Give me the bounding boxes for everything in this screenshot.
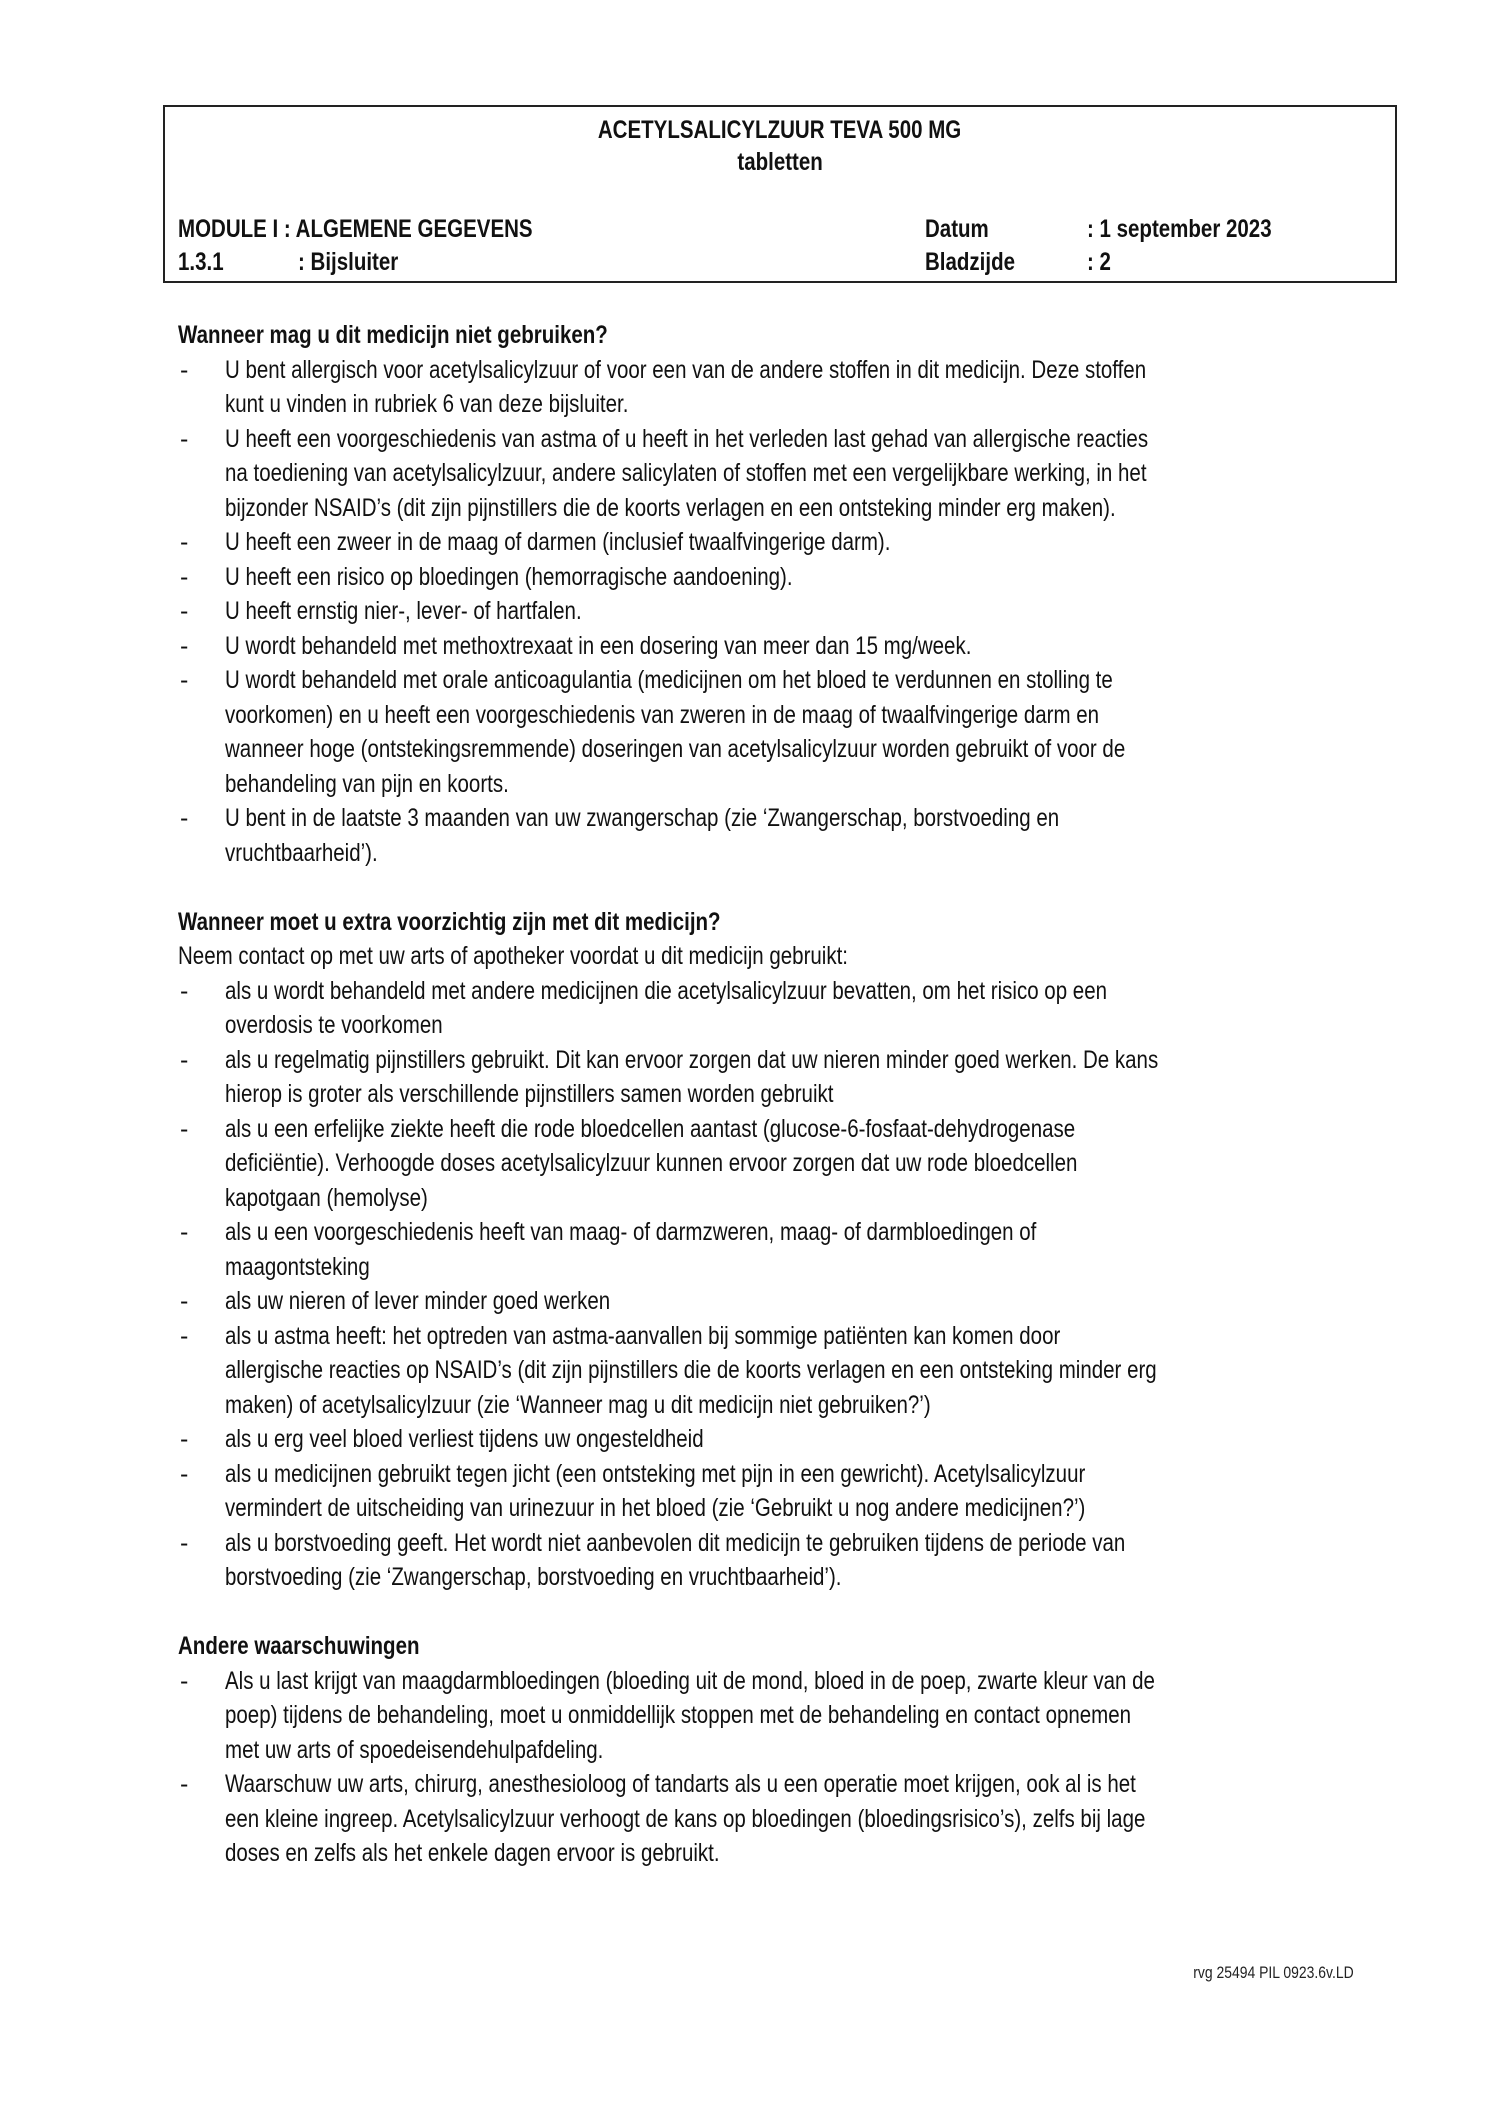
list-item-text: met uw arts of spoedeisendehulpafdeling.	[225, 1735, 604, 1764]
list-item-line	[225, 1664, 1378, 1699]
bullet-list	[178, 974, 1378, 1595]
list-item	[178, 1112, 1378, 1216]
list-item-line	[225, 1215, 1378, 1250]
section-heading-text: Wanneer moet u extra voorzichtig zijn met dit medicijn?	[178, 907, 721, 936]
list-item-text: kapotgaan (hemolyse)	[225, 1183, 428, 1212]
bullet-dash-icon: -	[180, 424, 189, 453]
list-item-text: U heeft een voorgeschiedenis van astma of u heeft in het verleden last gehad van allergische reacties	[225, 424, 1149, 453]
list-item-text: poep) tijdens de behandeling, moet u onmiddellijk stoppen met de behandeling en contact opnemen	[225, 1701, 1132, 1729]
list-item-line	[225, 456, 1378, 491]
list-item-line	[225, 1560, 1378, 1595]
dosage-form: tabletten	[737, 148, 823, 176]
document-reference	[1158, 1962, 1354, 1984]
list-item-line	[225, 767, 1378, 802]
list-item-text: als u regelmatig pijnstillers gebruikt. Dit kan ervoor zorgen dat uw nieren minder goed werken. De kans	[225, 1045, 1159, 1074]
list-item-text: voorkomen) en u heeft een voorgeschiedenis van zweren in de maag of twaalfvingerige darm en	[225, 700, 1100, 729]
list-item-text: als u een erfelijke ziekte heeft die rode bloedcellen aantast (glucose-6-fosfaat-dehydrogenase	[225, 1114, 1076, 1143]
list-item	[178, 974, 1378, 1043]
list-item-line	[225, 387, 1378, 422]
list-item	[178, 1422, 1378, 1457]
bullet-list	[178, 353, 1378, 871]
list-item-line	[225, 1388, 1378, 1423]
list-item	[178, 629, 1378, 664]
list-item-text: behandeling van pijn en koorts.	[225, 769, 509, 798]
bullet-dash-icon: -	[180, 976, 189, 1005]
list-item-line	[225, 629, 1378, 664]
list-item	[178, 594, 1378, 629]
list-item-text: U heeft een zweer in de maag of darmen (inclusief twaalfvingerige darm).	[225, 528, 891, 556]
list-item-text: vruchtbaarheid’).	[225, 838, 378, 867]
list-item	[178, 801, 1378, 870]
list-item-text: maken) of acetylsalicylzuur (zie ‘Wanneer mag u dit medicijn niet gebruiken?’)	[225, 1390, 931, 1419]
list-item	[178, 422, 1378, 526]
list-item-line	[225, 1319, 1378, 1354]
date-value: : 1 september 2023	[1087, 215, 1272, 243]
section-1	[178, 905, 1378, 1595]
bullet-dash-icon: -	[180, 1459, 189, 1488]
list-item-text: U bent in de laatste 3 maanden van uw zwangerschap (zie ‘Zwangerschap, borstvoeding en	[225, 804, 1060, 832]
list-item-line	[225, 1353, 1378, 1388]
list-item-text: als u astma heeft: het optreden van astma-aanvallen bij sommige patiënten kan komen door	[225, 1321, 1061, 1350]
list-item-line	[225, 1077, 1378, 1112]
list-item-line	[225, 1767, 1378, 1802]
section-heading-text: Wanneer mag u dit medicijn niet gebruiken?	[178, 321, 608, 349]
document-header	[163, 105, 1397, 283]
list-item-text: U bent allergisch voor acetylsalicylzuur of voor een van de andere stoffen in dit medicijn. Deze stoffen	[225, 355, 1147, 384]
list-item-line	[225, 1146, 1378, 1181]
list-item-line	[225, 1112, 1378, 1147]
bullet-dash-icon: -	[180, 562, 189, 591]
list-item-line	[225, 1698, 1378, 1733]
bullet-dash-icon: -	[180, 1528, 189, 1557]
product-title	[165, 115, 1395, 145]
list-item-text: U heeft ernstig nier-, lever- of hartfalen.	[225, 597, 582, 625]
page-value: : 2	[1087, 248, 1111, 276]
list-item	[178, 1215, 1378, 1284]
list-item-text: kunt u vinden in rubriek 6 van deze bijsluiter.	[225, 390, 629, 418]
list-item-line	[225, 594, 1378, 629]
list-item-line	[225, 801, 1378, 836]
date-label: Datum	[925, 215, 989, 243]
dosage-form-title	[165, 147, 1395, 177]
list-item-text: na toediening van acetylsalicylzuur, andere salicylaten of stoffen met een vergelijkbare werking, in het	[225, 459, 1147, 487]
list-item-line	[225, 1457, 1378, 1492]
list-item-line	[225, 1043, 1378, 1078]
list-item-line	[225, 1802, 1378, 1837]
list-item-text: als uw nieren of lever minder goed werken	[225, 1287, 611, 1315]
list-item-line	[225, 560, 1378, 595]
list-item-text: U heeft een risico op bloedingen (hemorragische aandoening).	[225, 562, 793, 591]
list-item	[178, 1284, 1378, 1319]
product-name: ACETYLSALICYLZUUR TEVA 500 MG	[598, 116, 962, 144]
list-item-line	[225, 422, 1378, 457]
list-item-line	[225, 1491, 1378, 1526]
list-item-text: bijzonder NSAID’s (dit zijn pijnstillers die de koorts verlagen en een ontsteking minder erg maken).	[225, 493, 1116, 522]
list-item-line	[225, 836, 1378, 871]
leaflet-body	[178, 318, 1378, 1871]
list-item	[178, 560, 1378, 595]
list-item-line	[225, 698, 1378, 733]
list-item-text: U wordt behandeld met methoxtrexaat in een dosering van meer dan 15 mg/week.	[225, 631, 972, 660]
list-item	[178, 353, 1378, 422]
list-item-line	[225, 974, 1378, 1009]
list-item-text: Waarschuw uw arts, chirurg, anesthesioloog of tandarts als u een operatie moet krijgen, ook al is het	[225, 1770, 1136, 1798]
list-item	[178, 1526, 1378, 1595]
section-heading	[178, 318, 1378, 353]
bullet-dash-icon: -	[180, 1218, 189, 1246]
page-label: Bladzijde	[925, 248, 1015, 276]
list-item-text: als u een voorgeschiedenis heeft van maag- of darmzweren, maag- of darmbloedingen of	[225, 1218, 1037, 1246]
list-item-line	[225, 1836, 1378, 1871]
section-name: : Bijsluiter	[298, 248, 399, 276]
bullet-dash-icon: -	[180, 631, 189, 660]
list-item-text: Als u last krijgt van maagdarmbloedingen (bloeding uit de mond, bloed in de poep, zwarte kleur van de	[225, 1666, 1155, 1695]
bullet-dash-icon: -	[180, 597, 189, 625]
list-item	[178, 1457, 1378, 1526]
list-item	[178, 1767, 1378, 1871]
bullet-dash-icon: -	[180, 1114, 189, 1143]
list-item-text: als u medicijnen gebruikt tegen jicht (een ontsteking met pijn in een gewricht). Acetylsalicylzuur	[225, 1459, 1086, 1488]
bullet-dash-icon: -	[180, 1425, 189, 1453]
bullet-list	[178, 1664, 1378, 1871]
list-item-line	[225, 732, 1378, 767]
list-item-text: borstvoeding (zie ‘Zwangerschap, borstvoeding en vruchtbaarheid’).	[225, 1563, 842, 1591]
list-item-line	[225, 663, 1378, 698]
list-item-text: deficiëntie). Verhoogde doses acetylsalicylzuur kunnen ervoor zorgen dat uw rode bloedcellen	[225, 1149, 1078, 1177]
section-number: 1.3.1	[178, 248, 224, 276]
list-item-line	[225, 525, 1378, 560]
bullet-dash-icon: -	[180, 1321, 189, 1350]
reference-code: rvg 25494 PIL 0923.6v.LD	[1193, 1963, 1354, 1982]
list-item-line	[225, 1181, 1378, 1216]
section-0	[178, 318, 1378, 870]
section-heading-text: Andere waarschuwingen	[178, 1632, 420, 1660]
bullet-dash-icon: -	[180, 528, 189, 556]
list-item-line	[225, 1733, 1378, 1768]
list-item-line	[225, 1250, 1378, 1285]
list-item-line	[225, 1526, 1378, 1561]
list-item-text: wanneer hoge (ontstekingsremmende) doseringen van acetylsalicylzuur worden gebruikt of voor de	[225, 735, 1126, 763]
list-item	[178, 1319, 1378, 1423]
list-item-text: doses en zelfs als het enkele dagen ervoor is gebruikt.	[225, 1839, 720, 1867]
bullet-dash-icon: -	[180, 1666, 189, 1695]
list-item	[178, 525, 1378, 560]
list-item	[178, 1043, 1378, 1112]
list-item-text: hierop is groter als verschillende pijnstillers samen worden gebruikt	[225, 1080, 834, 1108]
list-item-text: als u wordt behandeld met andere medicijnen die acetylsalicylzuur bevatten, om het risico op een	[225, 976, 1108, 1005]
bullet-dash-icon: -	[180, 1287, 189, 1315]
list-item-line	[225, 491, 1378, 526]
list-item-text: maagontsteking	[225, 1252, 370, 1281]
list-item	[178, 1664, 1378, 1768]
list-item-text: allergische reacties op NSAID’s (dit zijn pijnstillers die de koorts verlagen en een ontsteking minder erg	[225, 1356, 1157, 1384]
bullet-dash-icon: -	[180, 666, 189, 694]
section-intro	[178, 939, 1378, 974]
bullet-dash-icon: -	[180, 355, 189, 384]
list-item-text: als u borstvoeding geeft. Het wordt niet aanbevolen dit medicijn te gebruiken tijdens de periode van	[225, 1528, 1126, 1557]
bullet-dash-icon: -	[180, 1770, 189, 1798]
list-item	[178, 663, 1378, 801]
list-item-text: vermindert de uitscheiding van urinezuur in het bloed (zie ‘Gebruikt u nog andere medicijnen?’)	[225, 1494, 1086, 1522]
module-label: MODULE I : ALGEMENE GEGEVENS	[178, 215, 533, 243]
section-heading	[178, 1629, 1378, 1664]
list-item-line	[225, 1422, 1378, 1457]
list-item-text: een kleine ingreep. Acetylsalicylzuur verhoogt de kans op bloedingen (bloedingsrisico’s), zelfs bij lage	[225, 1804, 1146, 1833]
list-item-line	[225, 1284, 1378, 1319]
section-2	[178, 1629, 1378, 1871]
bullet-dash-icon: -	[180, 804, 189, 832]
list-item-text: als u erg veel bloed verliest tijdens uw ongesteldheid	[225, 1425, 704, 1453]
section-intro-text: Neem contact op met uw arts of apotheker voordat u dit medicijn gebruikt:	[178, 942, 849, 970]
list-item-text: U wordt behandeld met orale anticoagulantia (medicijnen om het bloed te verdunnen en stolling te	[225, 666, 1113, 694]
list-item-text: overdosis te voorkomen	[225, 1011, 443, 1039]
bullet-dash-icon: -	[180, 1045, 189, 1074]
section-heading	[178, 905, 1378, 940]
list-item-line	[225, 353, 1378, 388]
list-item-line	[225, 1008, 1378, 1043]
